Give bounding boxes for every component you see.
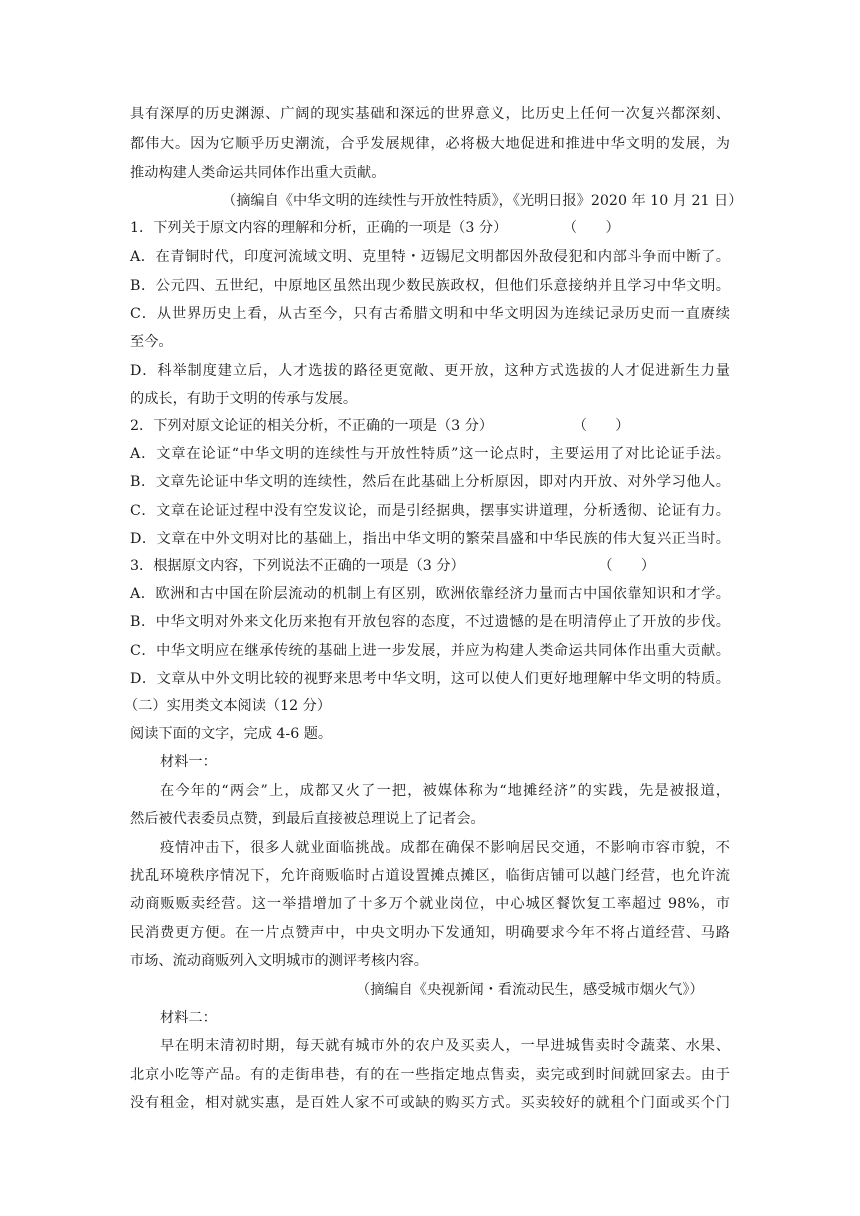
passage-line: 具有深厚的历史渊源、广阔的现实基础和深远的世界意义，比历史上任何一次复兴都深刻、 xyxy=(130,106,730,122)
option-d-continued: 的成长，有助于文明的传承与发展。 xyxy=(130,391,358,407)
paragraph-line: 然后被代表委员点赞，到最后直接被总理说上了记者会。 xyxy=(130,811,485,827)
answer-blank: （ ） xyxy=(598,558,656,574)
paragraph-line: 民消费更方便。在一片点赞声中，中央文明办下发通知，明确要求今年不将占道经营、马路 xyxy=(130,925,730,941)
passage-line: 都伟大。因为它顺乎历史潮流，合乎发展规律，必将极大地促进和推进中华文明的发展，为 xyxy=(130,136,730,152)
paragraph-line: 在今年的“两会”上，成都又火了一把，被媒体称为“地摊经济”的实践，先是被报道， xyxy=(160,783,730,799)
material-label: 材料一： xyxy=(160,754,217,770)
option-a: A．文章在论证“中华文明的连续性与开放性特质”这一论点时，主要运用了对比论证手法。 xyxy=(130,446,730,462)
source-citation: （摘编自《央视新闻・看流动民生，感受城市烟火气》） xyxy=(356,982,704,998)
answer-blank: （ ） xyxy=(572,418,630,434)
option-c: C．中华文明应在继承传统的基础上进一步发展，并应为构建人类命运共同体作出重大贡献。 xyxy=(130,643,730,659)
question-stem-text: 2．下列对原文论证的相关分析，不正确的一项是（3 分） xyxy=(130,418,494,434)
paragraph-line: 没有租金，相对就实惠，是百姓人家不可或缺的购买方式。买卖较好的就租个门面或买个门 xyxy=(130,1095,730,1111)
option-b: B．公元四、五世纪，中原地区虽然出现少数民族政权，但他们乐意接纳并且学习中华文明。 xyxy=(130,278,730,294)
option-d: D．科举制度建立后，人才选拔的路径更宽敞、更开放，这种方式选拔的人才促进新生力量 xyxy=(130,363,730,379)
section-instruction: 阅读下面的文字，完成 4-6 题。 xyxy=(130,726,333,742)
option-d: D．文章在中外文明对比的基础上，指出中华文明的繁荣昌盛和中华民族的伟大复兴正当时。 xyxy=(130,531,730,547)
section-title: （二）实用类文本阅读（12 分） xyxy=(124,698,332,714)
option-c: C．从世界历史上看，从古至今，只有古希腊文明和中华文明因为连续记录历史而一直赓续 xyxy=(130,306,730,322)
source-citation: （摘编自《中华文明的连续性与开放性特质》，《光明日报》2020 年 10 月 21 日） xyxy=(222,193,743,209)
option-c: C．文章在论证过程中没有空发议论，而是引经据典，摆事实讲道理，分析透彻、论证有力。 xyxy=(130,503,730,519)
option-d: D．文章从中外文明比较的视野来思考中华文明，这可以使人们更好地理解中华文明的特质。 xyxy=(130,671,730,687)
option-b: B．文章先论证中华文明的连续性，然后在此基础上分析原因，即对内开放、对外学习他人。 xyxy=(130,474,730,490)
paragraph-line: 市场、流动商贩列入文明城市的测评考核内容。 xyxy=(130,953,428,969)
paragraph-line: 北京小吃等产品。有的走街串巷，有的在一些指定地点售卖，卖完或到时间就回家去。由于 xyxy=(130,1067,730,1083)
question-stem-text: 3．根据原文内容，下列说法不正确的一项是（3 分） xyxy=(130,558,465,574)
option-b: B．中华文明对外来文化历来抱有开放包容的态度，不过遗憾的是在明清停止了开放的步伐。 xyxy=(130,614,730,630)
paragraph-line: 早在明末清初时期，每天就有城市外的农户及买卖人，一早进城售卖时令蔬菜、水果、 xyxy=(160,1038,730,1054)
answer-blank: （ ） xyxy=(562,220,620,236)
material-label: 材料二： xyxy=(160,1010,217,1026)
paragraph-line: 动商贩贩卖经营。这一举措增加了十多万个就业岗位，中心城区餐饮复工率超过 98%，市 xyxy=(130,896,730,912)
option-a: A．欧洲和古中国在阶层流动的机制上有区别，欧洲依靠经济力量而古中国依靠知识和才学。 xyxy=(130,586,730,602)
option-a: A．在青铜时代，印度河流域文明、克里特・迈锡尼文明都因外敌侵犯和内部斗争而中断了。 xyxy=(130,249,730,265)
question-2-stem xyxy=(130,416,633,436)
paragraph-line: 扰乱环境秩序情况下，允许商贩临时占道设置摊点摊区，临街店铺可以越门经营，也允许流 xyxy=(130,868,730,884)
question-stem-text: 1．下列关于原文内容的理解和分析，正确的一项是（3 分） xyxy=(130,220,508,236)
option-c-continued: 至今。 xyxy=(130,334,173,350)
paragraph-line: 疫情冲击下，很多人就业面临挑战。成都在确保不影响居民交通，不影响市容市貌，不 xyxy=(160,840,730,856)
question-1-stem xyxy=(130,218,623,238)
passage-line: 推动构建人类命运共同体作出重大贡献。 xyxy=(130,165,386,181)
question-3-stem xyxy=(130,556,659,576)
